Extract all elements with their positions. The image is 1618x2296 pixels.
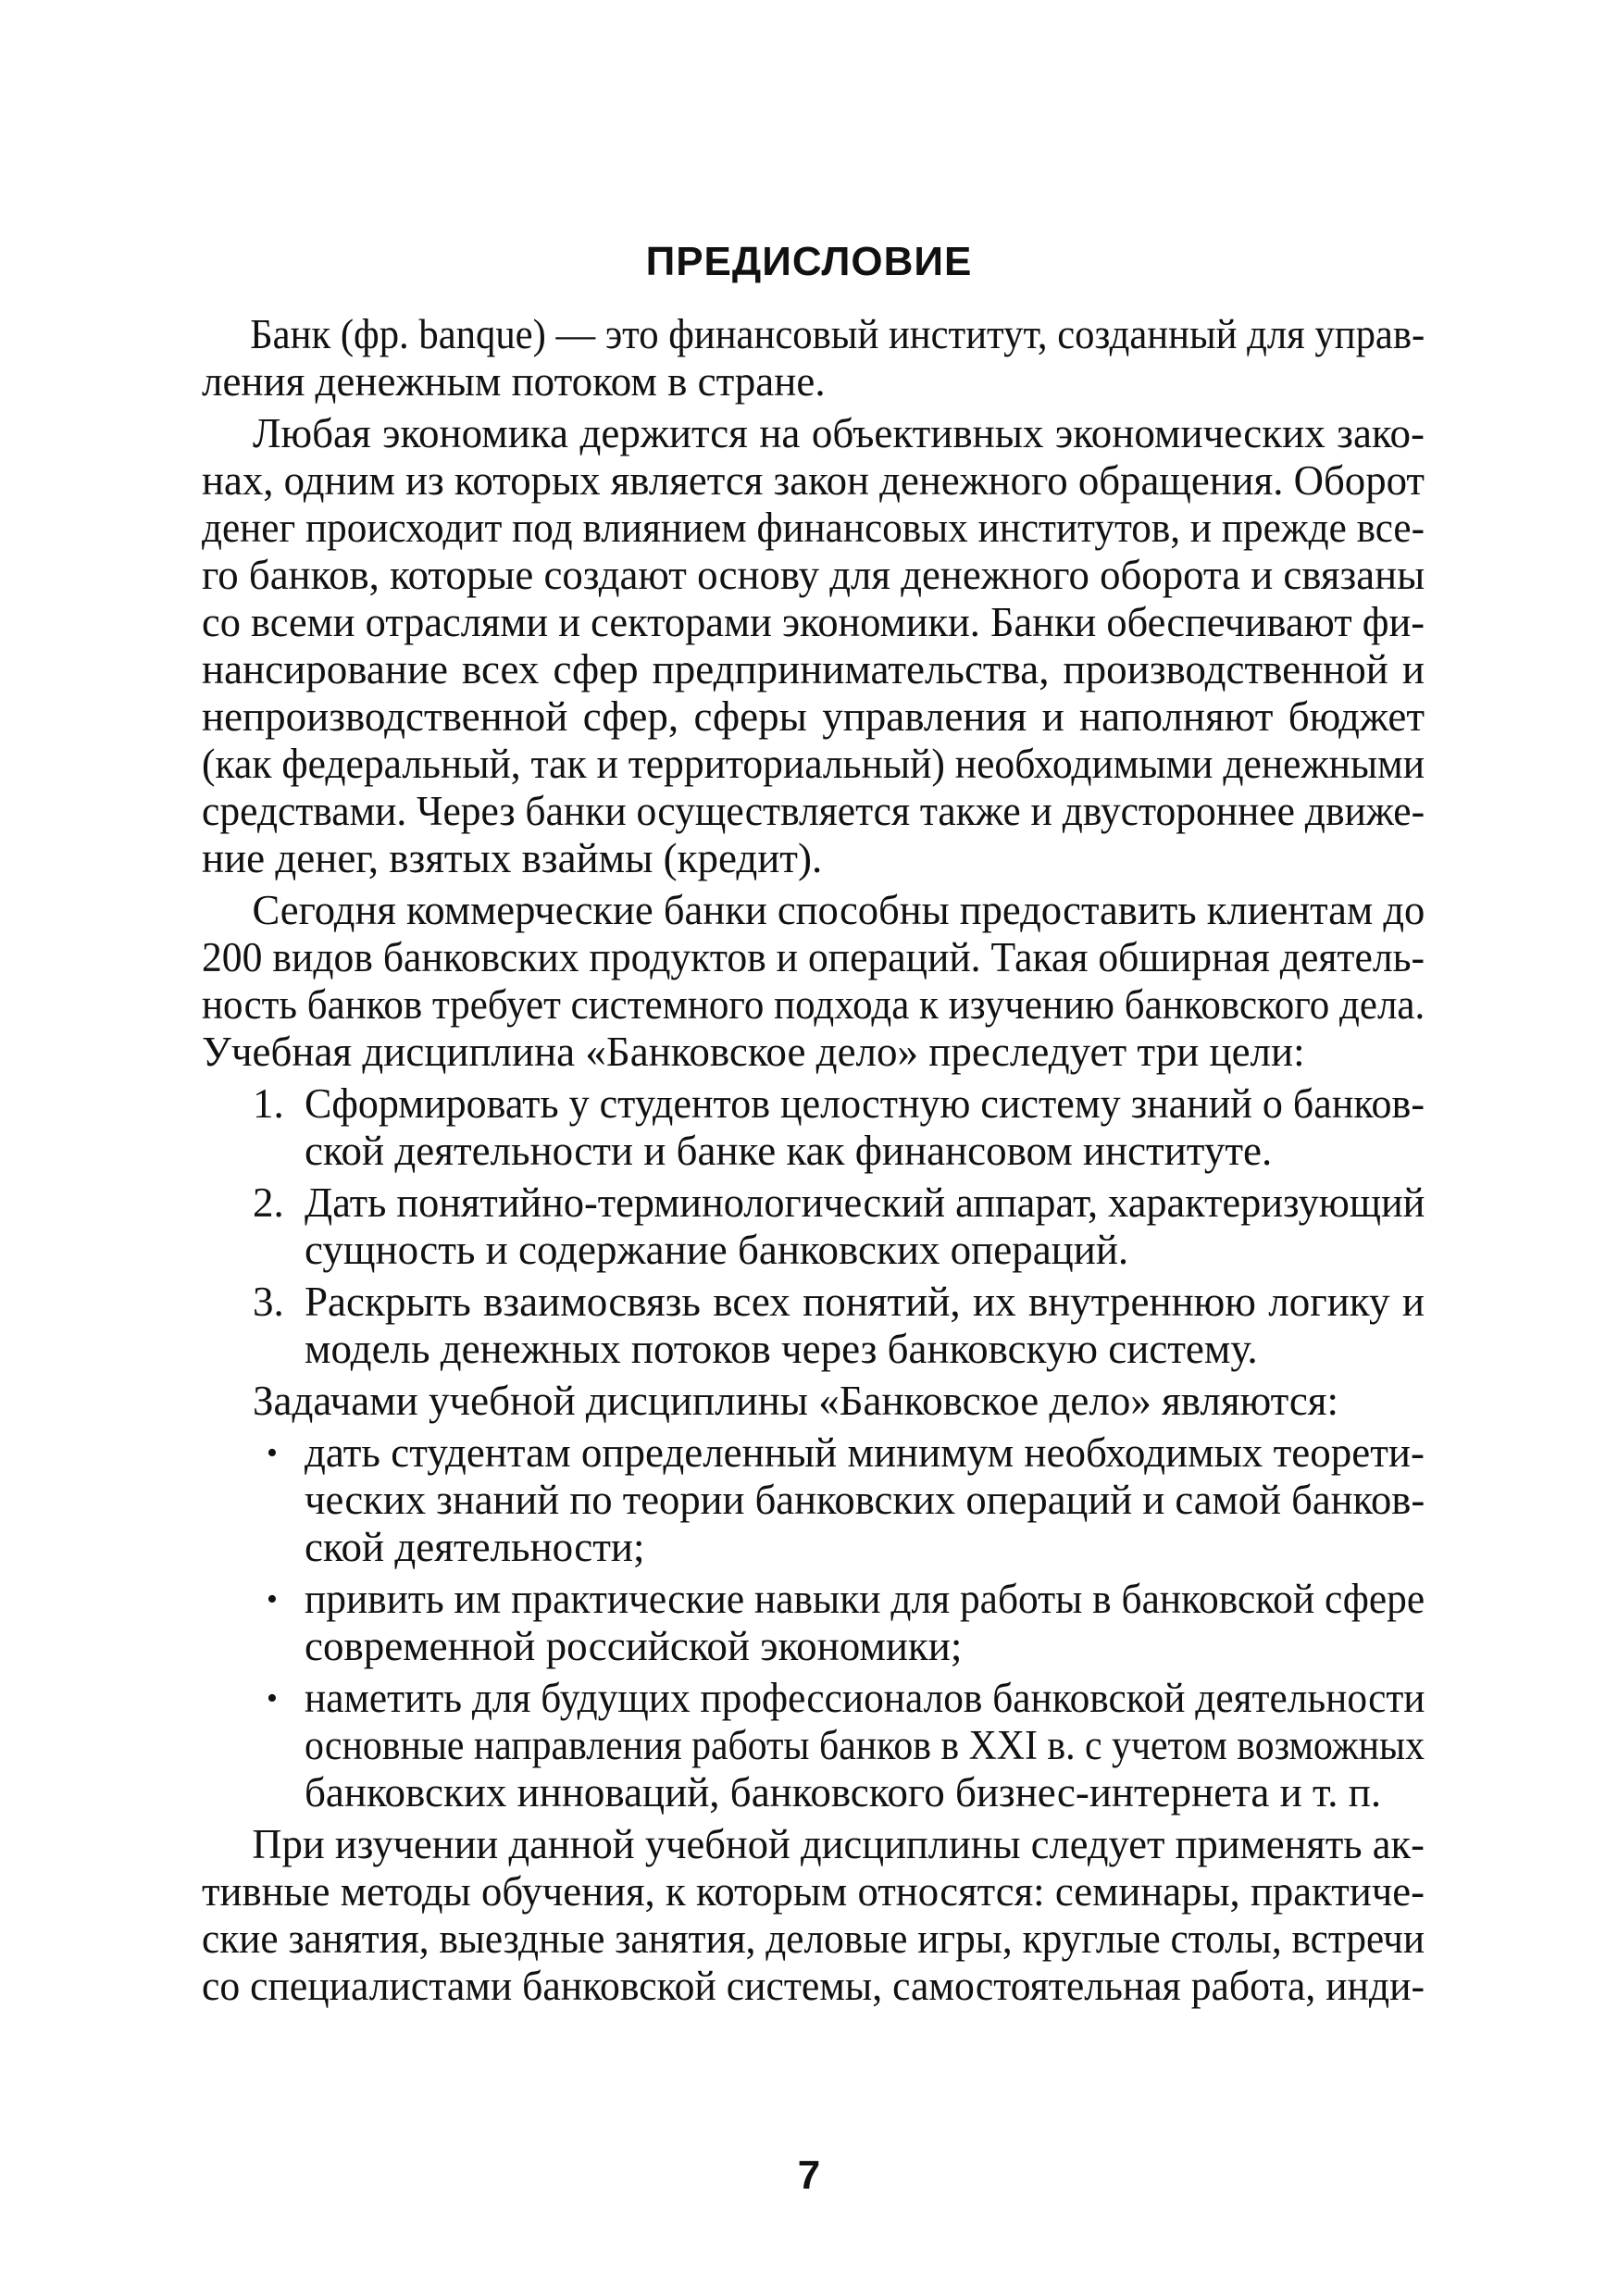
page-number: 7 xyxy=(797,2152,821,2198)
text-lines xyxy=(305,1576,1425,1670)
list-marker-column xyxy=(202,1080,305,1128)
text-line: со всеми отраслями и секторами экономики. Банки обеспечивают фи- xyxy=(202,599,1425,645)
text-lines xyxy=(305,1279,1425,1373)
text-line: ские занятия, выездные занятия, деловые игры, круглые столы, встречи xyxy=(202,1915,1425,1962)
paragraph xyxy=(202,887,1425,1076)
bullet-icon: • xyxy=(267,1681,278,1716)
bullet-icon: • xyxy=(267,1582,278,1616)
list-marker-column xyxy=(202,1279,305,1326)
paragraph xyxy=(202,410,1425,882)
paragraph xyxy=(202,1378,1425,1425)
text-line: ления денежным потоком в стране. xyxy=(202,358,826,405)
bullet-list-item xyxy=(202,1675,1425,1816)
paragraph xyxy=(202,1821,1425,2010)
page-title: ПРЕДИСЛОВИЕ xyxy=(645,239,973,284)
text-line: непроизводственной сфер, сферы управления и наполняют бюджет xyxy=(202,693,1425,740)
text-line: ческих знаний по теории банковских операций и самой банков- xyxy=(305,1477,1425,1523)
text-line: основные направления работы банков в XXI в. с учетом возможных xyxy=(305,1722,1425,1768)
text-line: сущность и содержание банковских операций. xyxy=(305,1227,1129,1273)
bullet-icon: • xyxy=(267,1436,278,1470)
list-marker-column xyxy=(202,1429,305,1477)
list-marker-column xyxy=(202,1179,305,1227)
text-line: средствами. Через банки осуществляется также и двустороннее движе- xyxy=(202,788,1425,834)
text-line: дать студентам определенный минимум необходимых теорети- xyxy=(305,1429,1425,1476)
bullet-list-item xyxy=(202,1576,1425,1670)
text-line: со специалистами банковской системы, самостоятельная работа, инди- xyxy=(202,1963,1425,2009)
text-line: При изучении данной учебной дисциплины следует применять ак- xyxy=(252,1821,1425,1867)
text-line: наметить для будущих профессионалов банковской деятельности xyxy=(305,1675,1425,1721)
text-lines xyxy=(202,887,1425,1076)
text-line: привить им практические навыки для работы в банковской сфере xyxy=(305,1576,1425,1622)
list-marker-column xyxy=(202,1576,305,1623)
text-lines xyxy=(305,1675,1425,1816)
text-line: Задачами учебной дисциплины «Банковское дело» являются: xyxy=(253,1378,1338,1424)
text-lines xyxy=(202,311,1425,406)
text-line: банковских инноваций, банковского бизнес-интернета и т. п. xyxy=(305,1769,1382,1816)
text-line: модель денежных потоков через банковскую систему. xyxy=(305,1326,1258,1372)
list-number: 1. xyxy=(253,1080,284,1127)
text-line: ние денег, взятых взаймы (кредит). xyxy=(202,835,823,881)
text-line: Дать понятийно-терминологический аппарат, характеризующий xyxy=(305,1179,1425,1226)
text-line: Сегодня коммерческие банки способны предоставить клиентам до xyxy=(252,887,1425,933)
text-line: современной российской экономики; xyxy=(305,1623,963,1669)
text-line: го банков, которые создают основу для денежного оборота и связаны xyxy=(202,552,1425,598)
text-line: Раскрыть взаимосвязь всех понятий, их внутреннюю логику и xyxy=(305,1279,1425,1325)
list-marker-column xyxy=(202,1675,305,1722)
text-line: денег происходит под влиянием финансовых институтов, и прежде все- xyxy=(202,505,1425,551)
numbered-list-item xyxy=(202,1080,1425,1175)
text-lines xyxy=(305,1429,1425,1571)
text-line: Учебная дисциплина «Банковское дело» преследует три цели: xyxy=(202,1029,1305,1075)
text-lines xyxy=(305,1179,1425,1274)
text-lines xyxy=(202,1821,1425,2010)
text-line: Банк (фр. banque) — это финансовый институт, созданный для управ- xyxy=(250,311,1425,357)
paragraph xyxy=(202,311,1425,406)
text-line: (как федеральный, так и территориальный) необходимыми денежными xyxy=(202,741,1425,787)
numbered-list-item xyxy=(202,1179,1425,1274)
page-body xyxy=(202,311,1425,2015)
text-line: ской деятельности и банке как финансовом институте. xyxy=(305,1128,1273,1174)
text-line: тивные методы обучения, к которым относятся: семинары, практиче- xyxy=(202,1868,1425,1915)
numbered-list-item xyxy=(202,1279,1425,1373)
text-line: ской деятельности; xyxy=(305,1524,645,1570)
bullet-list-item xyxy=(202,1429,1425,1571)
list-number: 2. xyxy=(253,1179,284,1226)
text-line: нансирование всех сфер предпринимательства, производственной и xyxy=(202,646,1425,693)
text-line: Сформировать у студентов целостную систему знаний о банков- xyxy=(305,1080,1425,1127)
text-lines xyxy=(202,1378,1425,1425)
text-lines xyxy=(202,410,1425,882)
text-line: ность банков требует системного подхода к изучению банковского дела. xyxy=(202,981,1425,1028)
text-line: Любая экономика держится на объективных экономических зако- xyxy=(253,410,1425,456)
text-lines xyxy=(305,1080,1425,1175)
text-line: 200 видов банковских продуктов и операций. Такая обширная деятель- xyxy=(202,934,1425,980)
list-number: 3. xyxy=(253,1279,284,1325)
text-line: нах, одним из которых является закон денежного обращения. Оборот xyxy=(202,457,1425,504)
